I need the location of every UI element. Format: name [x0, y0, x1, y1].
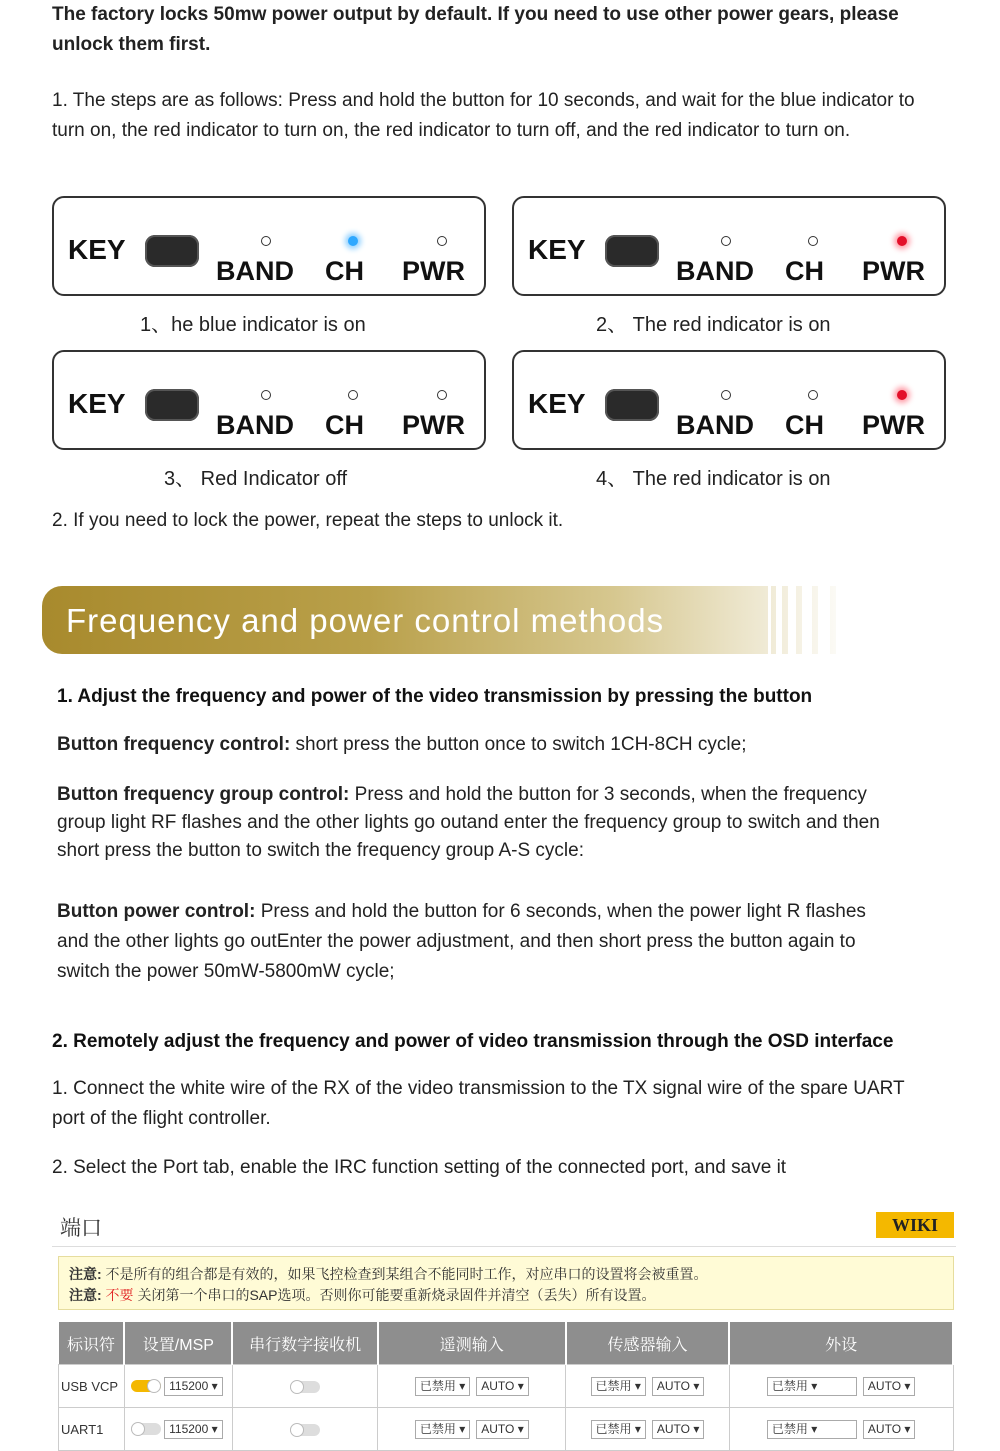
telemetry-baud-select[interactable]: AUTO ▾ — [476, 1377, 528, 1396]
ch-led — [348, 390, 358, 400]
freq-control-label: Button frequency control: — [57, 734, 291, 755]
pwr-label: PWR — [862, 410, 925, 440]
panel-caption-3: 3、 Red Indicator off — [164, 468, 348, 490]
ch-label: CH — [785, 410, 824, 440]
col-header: 外设 — [729, 1322, 953, 1365]
pwr-label: PWR — [402, 410, 465, 440]
peripheral-select[interactable]: 已禁用 ▾ — [767, 1420, 857, 1439]
ch-label: CH — [325, 256, 364, 286]
panel-caption-1: 1、he blue indicator is on — [140, 314, 366, 336]
sensor-baud-select[interactable]: AUTO ▾ — [652, 1377, 704, 1396]
freq-control-desc: short press the button once to switch 1CH-8CH cycle; — [290, 734, 747, 755]
telemetry-select[interactable]: 已禁用 ▾ — [415, 1420, 470, 1439]
port-id: UART1 — [59, 1408, 125, 1451]
sensor-select[interactable]: 已禁用 ▾ — [591, 1420, 646, 1439]
ch-led-blue — [348, 236, 358, 246]
key-label: KEY — [68, 388, 126, 419]
banner-title: Frequency and power control methods — [66, 602, 665, 639]
group-control-label: Button frequency group control: — [57, 784, 350, 805]
power-control-text — [57, 897, 897, 987]
ports-header-row — [59, 1322, 954, 1365]
indicator-panel-4 — [512, 350, 946, 450]
col-header: 设置/MSP — [124, 1322, 232, 1365]
serial-rx-cell — [232, 1408, 378, 1451]
key-label: KEY — [68, 234, 126, 265]
telemetry-baud-select[interactable]: AUTO ▾ — [476, 1420, 528, 1439]
col-header: 标识符 — [59, 1322, 125, 1365]
notice-line-2: 注意: 不要 关闭第一个串口的SAP选项。否则你可能要重新烧录固件并清空（丢失）所有设置。 — [69, 1287, 656, 1303]
group-control-desc: Press and hold the button for 3 seconds, when the frequency group light RF flashes and the other lights go outand enter the frequency group to switch and then short press the button to switch the frequency group A-S cycle: — [57, 784, 880, 861]
sensor-cell — [566, 1365, 730, 1408]
band-led — [721, 390, 731, 400]
unlock-step-2: 2. If you need to lock the power, repeat the steps to unlock it. — [52, 510, 564, 531]
band-label: BAND — [676, 256, 754, 286]
key-label: KEY — [528, 388, 586, 419]
ports-title: 端口 — [60, 1217, 102, 1240]
band-led — [721, 236, 731, 246]
pwr-label: PWR — [862, 256, 925, 286]
notice-line-1: 注意: 不是所有的组合都是有效的，如果飞控检查到某组合不能同时工作，对应串口的设置将会被重置。 — [69, 1266, 708, 1282]
telemetry-cell — [378, 1408, 566, 1451]
band-label: BAND — [216, 410, 294, 440]
ports-screenshot — [52, 1200, 956, 1446]
pwr-led — [437, 390, 447, 400]
sensor-select[interactable]: 已禁用 ▾ — [591, 1377, 646, 1396]
pwr-led — [437, 236, 447, 246]
telemetry-cell — [378, 1365, 566, 1408]
peripheral-cell — [729, 1408, 953, 1451]
serial-rx-toggle[interactable] — [290, 1381, 320, 1393]
ch-led — [808, 390, 818, 400]
msp-cell — [124, 1408, 232, 1451]
group-control-text — [57, 781, 897, 865]
intro-warning: The factory locks 50mw power output by default. If you need to use other power gears, please unlock them first. — [52, 4, 899, 55]
key-button — [145, 235, 199, 267]
peripheral-cell — [729, 1365, 953, 1408]
port-id: USB VCP — [59, 1365, 125, 1408]
serial-rx-toggle[interactable] — [290, 1424, 320, 1436]
msp-toggle[interactable] — [131, 1423, 161, 1435]
col-header: 遥测输入 — [378, 1322, 566, 1365]
key-button — [605, 389, 659, 421]
key-label: KEY — [528, 234, 586, 265]
osd-step-2: 2. Select the Port tab, enable the IRC function setting of the connected port, and save it — [52, 1157, 787, 1178]
sensor-cell — [566, 1408, 730, 1451]
wiki-button[interactable]: WIKI — [876, 1212, 954, 1238]
msp-toggle[interactable] — [131, 1380, 161, 1392]
band-led — [261, 390, 271, 400]
pwr-led-red — [897, 236, 907, 246]
pwr-label: PWR — [402, 256, 465, 286]
section1-heading: 1. Adjust the frequency and power of the video transmission by pressing the button — [57, 686, 813, 707]
indicator-panel-1 — [52, 196, 486, 296]
telemetry-select[interactable]: 已禁用 ▾ — [415, 1377, 470, 1396]
band-led — [261, 236, 271, 246]
sensor-baud-select[interactable]: AUTO ▾ — [652, 1420, 704, 1439]
msp-cell — [124, 1365, 232, 1408]
power-control-desc: Press and hold the button for 6 seconds, when the power light R flashes and the other lights go outEnter the power adjustment, and then short press the button again to switch the power 50mW-5800mW cycle; — [57, 901, 866, 982]
peripheral-baud-select[interactable]: AUTO ▾ — [863, 1377, 915, 1396]
col-header: 传感器输入 — [566, 1322, 730, 1365]
section-banner — [42, 586, 858, 654]
freq-control-text — [57, 731, 897, 759]
baud-select[interactable]: 115200 ▾ — [164, 1420, 223, 1439]
ch-label: CH — [785, 256, 824, 286]
ch-led — [808, 236, 818, 246]
band-label: BAND — [216, 256, 294, 286]
unlock-step-1: 1. The steps are as follows: Press and hold the button for 10 seconds, and wait for the blue indicator to turn on, the red indicator to turn on, the red indicator to turn off, and the red indicator to turn on. — [52, 90, 915, 141]
baud-select[interactable]: 115200 ▾ — [164, 1377, 223, 1396]
band-label: BAND — [676, 410, 754, 440]
power-control-label: Button power control: — [57, 901, 256, 922]
peripheral-select[interactable]: 已禁用 ▾ — [767, 1377, 857, 1396]
indicator-panel-3 — [52, 350, 486, 450]
table-row — [59, 1365, 954, 1408]
col-header: 串行数字接收机 — [232, 1322, 378, 1365]
section2-heading: 2. Remotely adjust the frequency and power of video transmission through the OSD interface — [52, 1031, 894, 1052]
key-button — [145, 389, 199, 421]
table-row — [59, 1408, 954, 1451]
ch-label: CH — [325, 410, 364, 440]
panel-caption-2: 2、 The red indicator is on — [596, 314, 831, 336]
serial-rx-cell — [232, 1365, 378, 1408]
peripheral-baud-select[interactable]: AUTO ▾ — [863, 1420, 915, 1439]
indicator-panel-2 — [512, 196, 946, 296]
osd-step-1: 1. Connect the white wire of the RX of the video transmission to the TX signal wire of the spare UART port of the flight controller. — [52, 1078, 905, 1129]
panel-caption-4: 4、 The red indicator is on — [596, 468, 831, 490]
ports-notice — [58, 1256, 954, 1310]
pwr-led-red — [897, 390, 907, 400]
ports-table — [58, 1322, 954, 1451]
banner-stripes — [768, 586, 858, 654]
key-button — [605, 235, 659, 267]
